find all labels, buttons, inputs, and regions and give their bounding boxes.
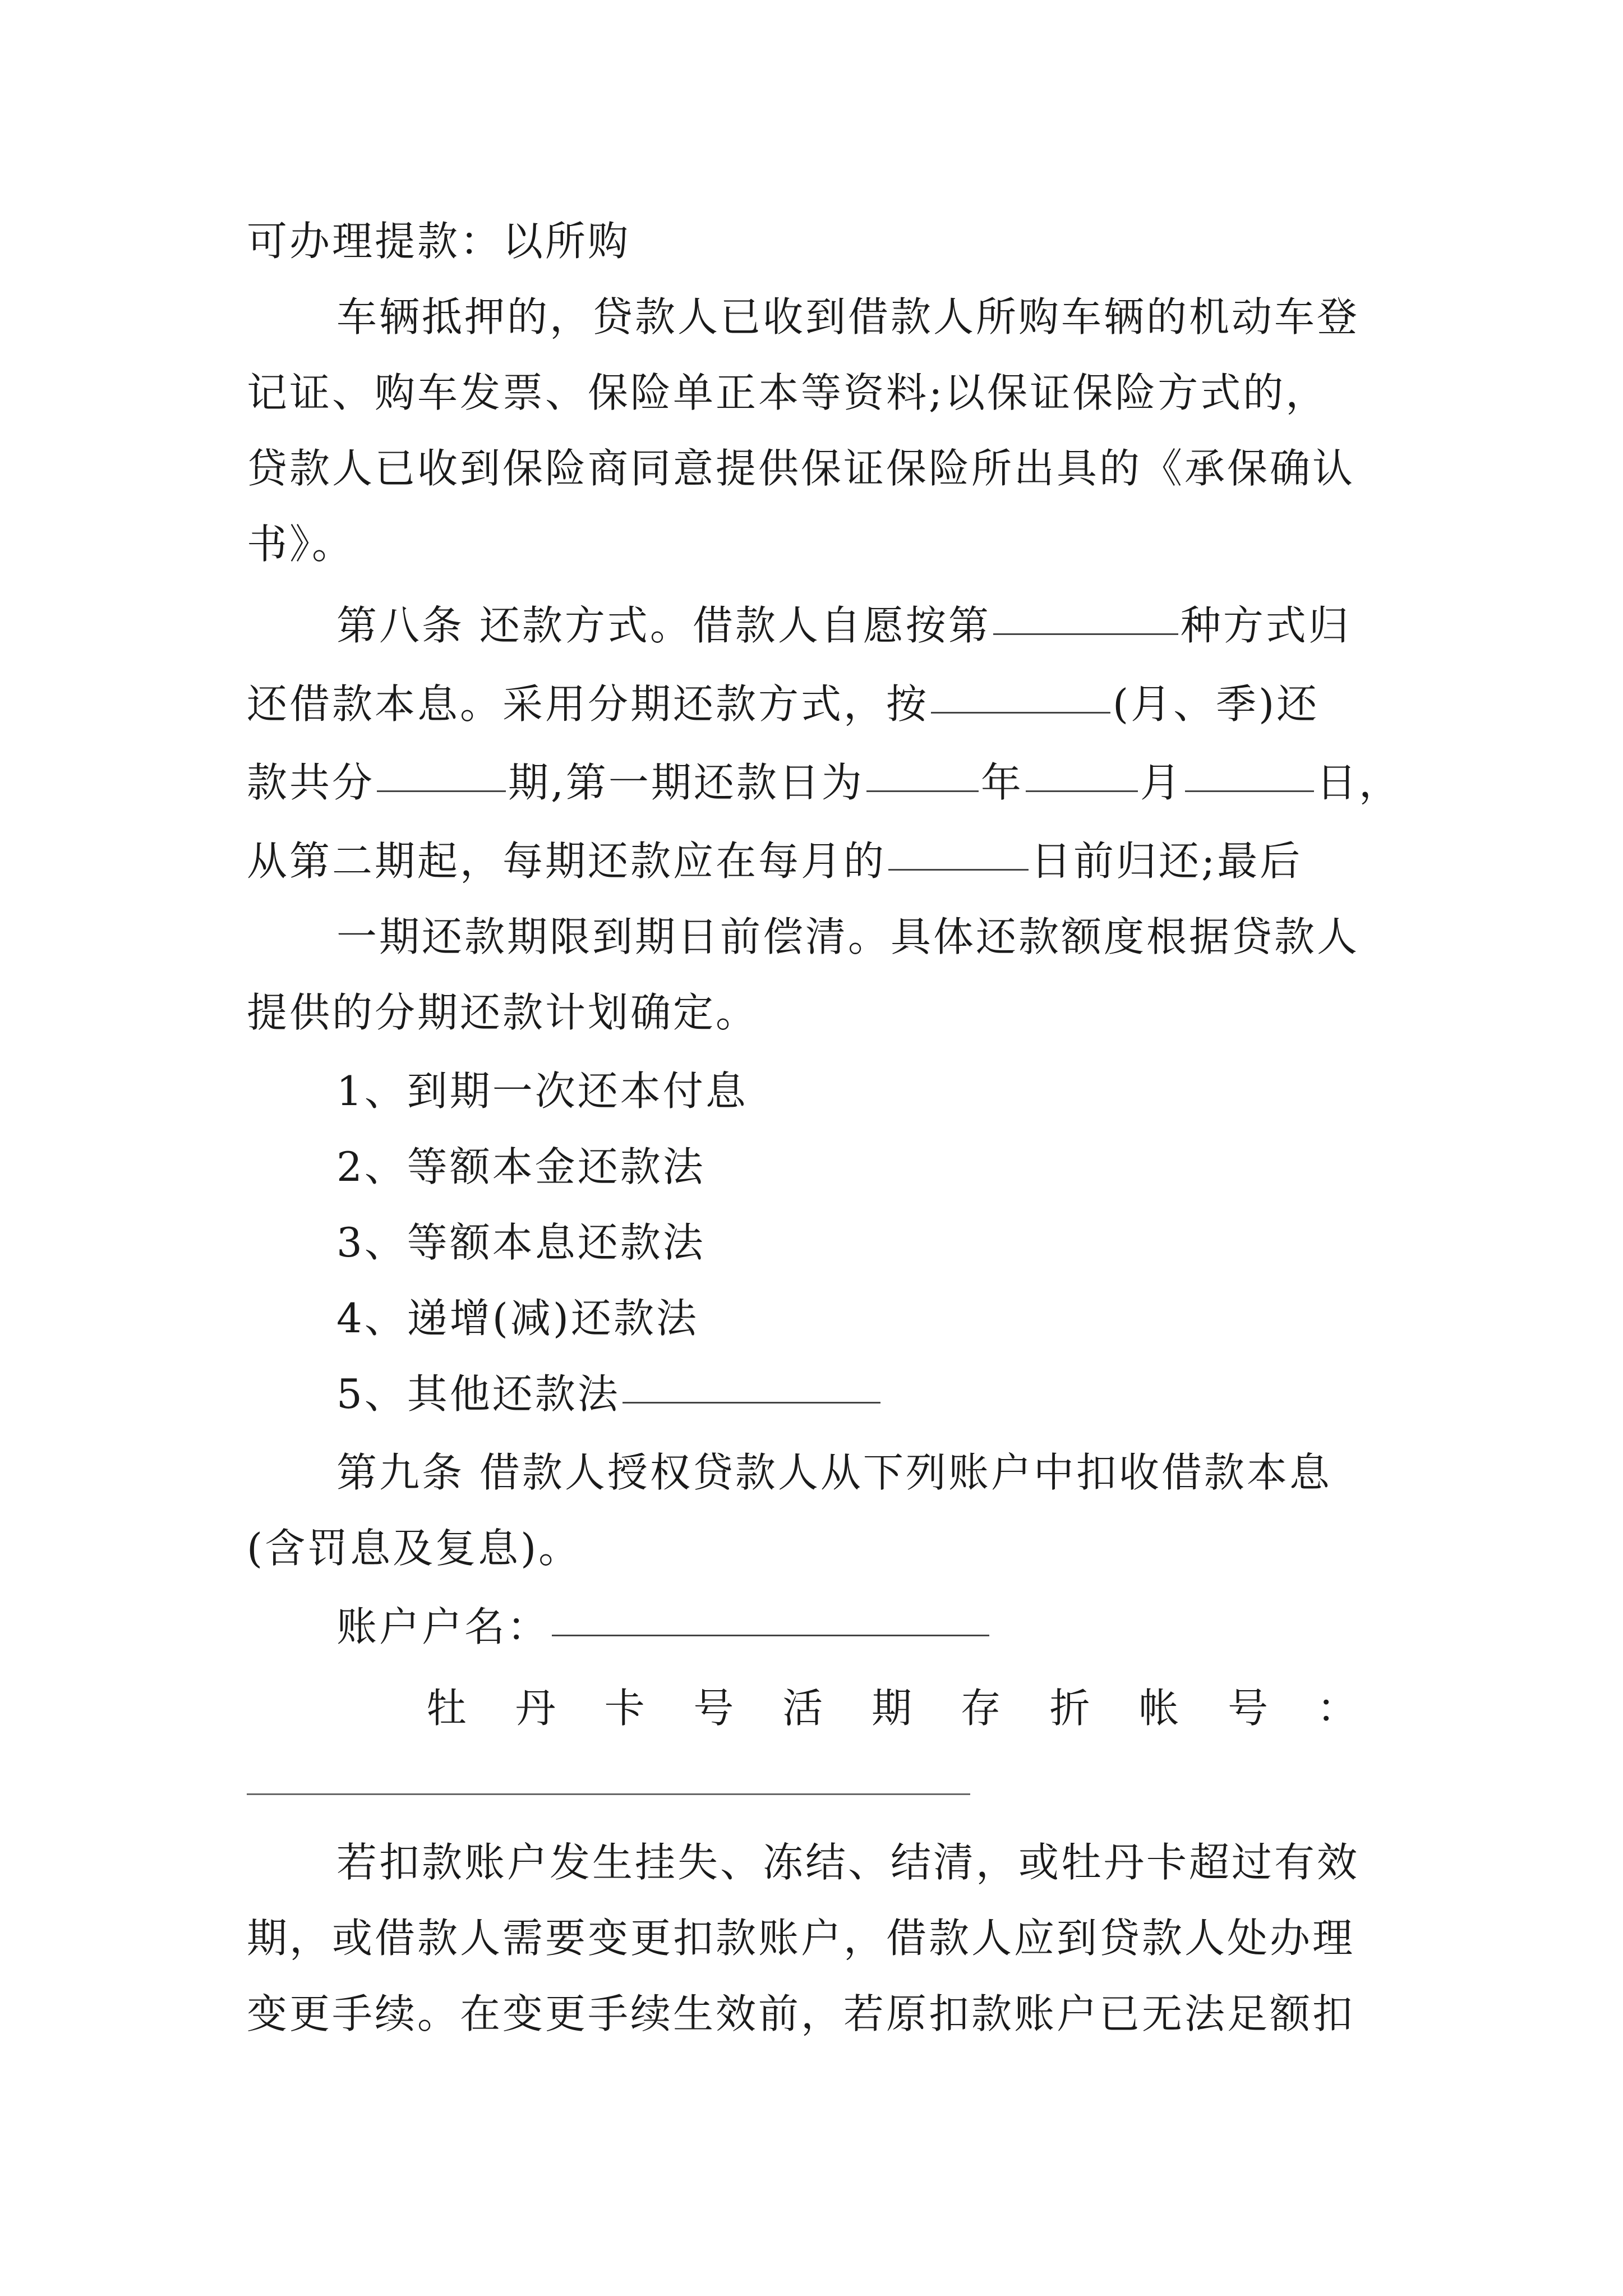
text-segment: 日， [1316,759,1401,806]
text-segment: 账户户名： [336,1603,550,1650]
repayment-option-3: 3、等额本息还款法 [336,1219,706,1266]
text-line: (含罚息及复息)。 [247,1525,582,1572]
text-line: 可办理提款：以所购 [247,218,631,265]
blank-field[interactable] [623,1360,880,1404]
text-segment: 第八条 还款方式。借款人自愿按第 [336,602,991,649]
text-segment: 从第二期起，每期还款应在每月的 [247,838,887,885]
label-char: 折 [1049,1685,1090,1732]
text-segment: (月、季)还 [1113,680,1320,728]
label-char: ： [1316,1685,1357,1732]
blank-field[interactable] [993,592,1178,635]
article-8-line-2 [247,670,1391,738]
card-number-field[interactable] [247,1793,970,1795]
text-line: 贷款人已收到保险商同意提供保证保险所出具的《承保确认 [247,445,1355,492]
account-name-line [336,1593,1391,1660]
repayment-option-1: 1、到期一次还本付息 [336,1068,748,1115]
text-segment: 还借款本息。采用分期还款方式，按 [247,680,929,728]
text-segment: 日前归还;最后 [1031,838,1303,885]
text-segment: 月 [1140,759,1183,806]
blank-field[interactable] [931,670,1110,714]
repayment-option-4: 4、递增(减)还款法 [336,1295,699,1342]
blank-field[interactable] [866,749,979,792]
blank-field[interactable] [888,827,1029,871]
repayment-option-5 [336,1360,1391,1428]
article-8-line-4 [247,827,1391,895]
article-8-line-3 [247,749,1401,816]
text-line: 变更手续。在变更手续生效前，若原扣款账户已无法足额扣 [247,1990,1355,2037]
article-8-line-1 [336,592,1391,659]
text-line: 若扣款账户发生挂失、冻结、结清，或牡丹卡超过有效 [336,1839,1360,1886]
card-number-label [426,1674,1357,1742]
text-line: 一期还款期限到期日前偿清。具体还款额度根据贷款人 [336,913,1360,960]
label-char: 号 [693,1685,734,1732]
label-char: 牡 [426,1685,467,1732]
text-line: 书》。 [247,521,355,568]
label-char: 丹 [515,1685,556,1732]
text-segment: 年 [980,759,1023,806]
text-segment: 种方式归 [1180,602,1351,649]
label-char: 活 [782,1685,823,1732]
label-char: 卡 [604,1685,645,1732]
text-line: 期，或借款人需要变更扣款账户，借款人应到贷款人处办理 [247,1915,1355,1962]
text-line: 车辆抵押的，贷款人已收到借款人所购车辆的机动车登 [336,293,1360,341]
label-char: 期 [871,1685,912,1732]
repayment-option-2: 2、等额本金还款法 [336,1143,706,1190]
blank-field[interactable] [1185,749,1314,792]
text-segment: 5、其他还款法 [336,1370,620,1418]
text-line: 记证、购车发票、保险单正本等资料;以保证保险方式的， [247,369,1329,416]
blank-field[interactable] [377,749,506,792]
label-char: 号 [1228,1685,1269,1732]
label-char: 存 [960,1685,1001,1732]
account-name-field[interactable] [552,1593,989,1636]
blank-field[interactable] [1026,749,1138,792]
text-line: 第九条 借款人授权贷款人从下列账户中扣收借款本息 [336,1449,1332,1496]
text-line: 提供的分期还款计划确定。 [247,989,759,1036]
text-segment: 款共分 [247,759,375,806]
text-segment: 期,第一期还款日为 [508,759,864,806]
label-char: 帐 [1138,1685,1179,1732]
